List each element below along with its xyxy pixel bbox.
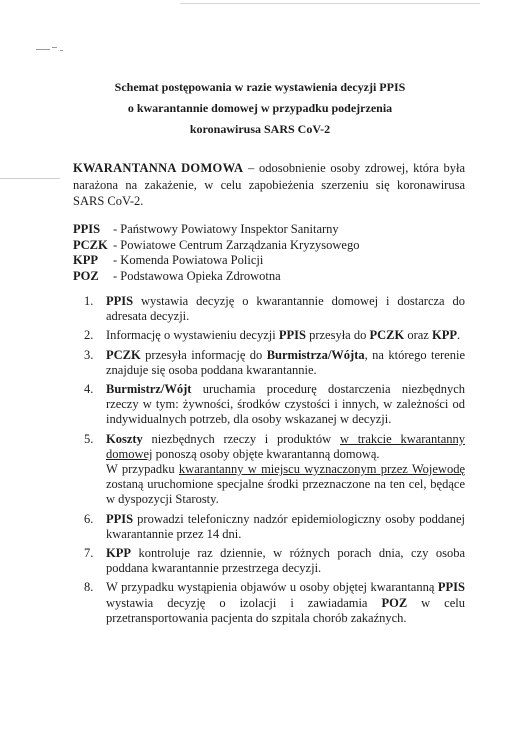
step-text	[106, 328, 465, 343]
step-text-segment: W przypadku wystąpienia objawów u osoby objętej kwarantanną	[106, 580, 438, 595]
step-text	[106, 382, 465, 428]
abbreviation-code: KPP	[73, 253, 98, 267]
title-line: koronawirusa SARS CoV-2	[189, 122, 331, 136]
step-text-segment: kontroluje raz dziennie, w różnych porach dnia, czy osoba poddana kwarantannie przestrzega decyzji.	[106, 546, 465, 576]
step-number: 4.	[84, 382, 94, 397]
step-emphasis: Koszty	[106, 431, 143, 446]
step-text-segment: W przypadku	[106, 462, 179, 477]
step-text-segment: oraz	[404, 328, 432, 343]
step-text-segment: Informację o wystawieniu decyzji	[106, 328, 279, 343]
step-emphasis: Burmistrz/Wójt	[106, 382, 192, 397]
step-text-segment: zostaną uruchomione specjalne środki przeznaczone na ten cel, będące w dyspozycji Starosty.	[106, 477, 465, 507]
scan-artifact-mark	[36, 46, 76, 52]
procedure-step	[84, 294, 465, 324]
step-text-segment: ponoszą osoby objęte kwarantanną domową.	[152, 446, 380, 461]
abbreviation-item	[73, 253, 465, 269]
step-emphasis: PCZK	[106, 347, 141, 362]
step-text-segment: przesyła informację do	[140, 347, 267, 362]
definition-text: – odosobnienie osoby zdrowej, która była narażona na zakażenie, w celu zapobieżenia szerzeniu się koronawirusa SARS CoV-2.	[73, 161, 465, 208]
procedure-step	[84, 546, 465, 576]
procedure-step	[84, 348, 465, 378]
step-number: 6.	[84, 511, 94, 526]
abbreviations-list	[73, 222, 465, 284]
abbreviation-code: PPIS	[73, 222, 101, 236]
step-text	[106, 580, 465, 626]
step-text-segment: wystawia decyzję o kwarantannie domowej i dostarcza do adresata decyzji.	[106, 294, 465, 324]
step-emphasis: PPIS	[278, 328, 306, 343]
step-emphasis: PCZK	[369, 328, 405, 343]
step-emphasis: Burmistrza/Wójta	[266, 347, 365, 362]
abbreviation-desc: - Państwowy Powiatowy Inspektor Sanitarny	[113, 222, 339, 236]
step-text	[106, 294, 465, 324]
abbreviation-desc: - Komenda Powiatowa Policji	[113, 253, 264, 267]
procedure-step	[84, 580, 465, 626]
step-text-segment: w celu przetransportowania pacjenta do szpitala chorób zakaźnych.	[106, 595, 465, 625]
step-number: 2.	[84, 328, 94, 343]
step-emphasis: PPIS	[106, 511, 134, 526]
step-text-segment: wystawia decyzję o izolacji i zawiadamia	[106, 595, 382, 610]
step-text-segment: , na którego terenie znajduje się osoba poddana kwarantannie.	[106, 347, 465, 377]
step-emphasis: KPP	[431, 328, 457, 343]
step-number: 7.	[84, 546, 94, 561]
procedure-step	[84, 382, 465, 428]
abbreviation-desc: - Powiatowe Centrum Zarządzania Kryzysowego	[113, 237, 360, 252]
abbreviation-desc: - Podstawowa Opieka Zdrowotna	[113, 268, 281, 283]
step-emphasis: POZ	[381, 595, 408, 610]
procedure-step	[84, 432, 465, 508]
step-emphasis: PPIS	[437, 580, 465, 595]
procedure-step	[84, 328, 465, 343]
step-text	[106, 348, 465, 378]
step-text	[106, 546, 465, 576]
definition-paragraph	[73, 160, 465, 210]
step-number: 1.	[84, 294, 94, 308]
step-text-segment: .	[456, 328, 461, 343]
abbreviation-code: POZ	[73, 268, 99, 283]
step-text-segment: niezbędnych rzeczy i produktów	[142, 431, 340, 446]
document-title	[60, 77, 460, 140]
scan-artifact-line	[180, 3, 480, 4]
abbreviation-code: PCZK	[73, 237, 108, 252]
procedure-step	[84, 512, 465, 542]
title-line: Schemat postępowania w razie wystawienia decyzji PPIS	[114, 80, 406, 94]
step-emphasis: KPP	[106, 546, 131, 561]
step-text-segment: uruchamia procedurę dostarczenia niezbędnych rzeczy w tym: żywności, środków czystości i innych, w zależności od indywidualnych potrzeb, dla osoby wskazanej w decyzji.	[106, 382, 465, 427]
abbreviation-item	[73, 222, 465, 238]
step-number: 5.	[84, 431, 94, 446]
step-text-segment: prowadzi telefoniczny nadzór epidemiologiczny osoby poddanej kwarantannie przez 14 dni.	[106, 511, 465, 541]
step-text	[106, 432, 465, 508]
step-emphasis: PPIS	[106, 294, 134, 308]
step-number: 8.	[84, 580, 94, 595]
step-text	[106, 512, 465, 542]
abbreviation-item	[73, 269, 465, 285]
definition-term: KWARANTANNA DOMOWA	[73, 161, 244, 175]
abbreviation-item	[73, 238, 465, 254]
procedure-steps-list	[84, 294, 465, 630]
scan-artifact-line	[0, 178, 60, 179]
step-underlined-text: kwarantanny w miejscu wyznaczonym przez Wojewodę	[178, 462, 465, 477]
step-text-segment: przesyła do	[305, 328, 370, 343]
step-underlined-text: w trakcie kwarantanny domowej	[106, 431, 466, 461]
title-line: o kwarantannie domowej w przypadku podejrzenia	[127, 101, 393, 115]
step-number: 3.	[84, 347, 94, 362]
